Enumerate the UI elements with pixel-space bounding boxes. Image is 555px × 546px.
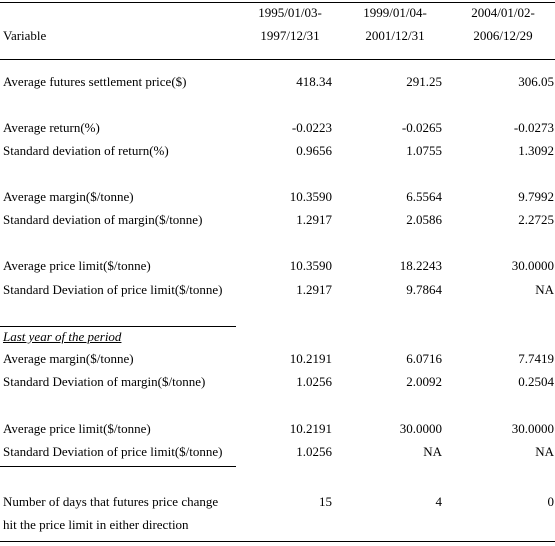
section-rule-top — [0, 326, 236, 327]
row-label-line1: Number of days that futures price change — [3, 494, 219, 509]
row-value: 30.0000 — [511, 421, 554, 436]
row-value: 0.2504 — [518, 374, 554, 389]
section-rule-bottom — [0, 466, 236, 467]
row-value: 0.9656 — [296, 143, 332, 158]
row-label: Average price limit($/tonne) — [3, 258, 151, 273]
row-label: Standard Deviation of margin($/tonne) — [3, 374, 206, 389]
row-label: Average margin($/tonne) — [3, 351, 134, 366]
row-label: Average margin($/tonne) — [3, 189, 134, 204]
row-label: Average return(%) — [3, 120, 100, 135]
row-value: 10.3590 — [289, 189, 332, 204]
row-label: Standard deviation of margin($/tonne) — [3, 212, 203, 227]
row-value: 18.2243 — [399, 258, 442, 273]
row-label: Standard deviation of return(%) — [3, 143, 169, 158]
period-2-line1: 1999/01/04- — [363, 5, 427, 20]
row-value: 291.25 — [406, 74, 442, 89]
row-value: 1.2917 — [296, 212, 332, 227]
row-label: Average futures settlement price($) — [3, 74, 187, 89]
row-value: 7.7419 — [518, 351, 554, 366]
row-value: 306.05 — [518, 74, 554, 89]
period-1-line2: 1997/12/31 — [260, 28, 320, 43]
row-value: 2.2725 — [518, 212, 554, 227]
row-value: 30.0000 — [399, 421, 442, 436]
row-value: -0.0223 — [291, 120, 332, 135]
row-value: 1.0256 — [296, 374, 332, 389]
row-value: -0.0273 — [513, 120, 554, 135]
row-value: 1.0755 — [406, 143, 442, 158]
row-value: 4 — [435, 494, 442, 509]
row-value: 10.2191 — [289, 351, 332, 366]
section-heading: Last year of the period — [3, 329, 122, 344]
row-label-line2: hit the price limit in either direction — [3, 517, 189, 532]
row-label: Average price limit($/tonne) — [3, 421, 151, 436]
row-value: NA — [535, 444, 554, 459]
bottom-rule — [0, 541, 555, 542]
row-value: 1.2917 — [296, 282, 332, 297]
top-rule — [0, 2, 555, 3]
row-value: NA — [535, 282, 554, 297]
row-value: 6.0716 — [406, 351, 442, 366]
header-rule — [0, 59, 555, 60]
row-value: 1.0256 — [296, 444, 332, 459]
row-value: 2.0586 — [406, 212, 442, 227]
row-value: 15 — [319, 494, 332, 509]
row-value: 418.34 — [296, 74, 332, 89]
row-value: 2.0092 — [406, 374, 442, 389]
period-3-line2: 2006/12/29 — [473, 28, 533, 43]
period-1-line1: 1995/01/03- — [258, 5, 322, 20]
row-value: 30.0000 — [511, 258, 554, 273]
row-value: 0 — [547, 494, 554, 509]
row-value: 6.5564 — [406, 189, 442, 204]
row-value: 1.3092 — [518, 143, 554, 158]
period-2-line2: 2001/12/31 — [365, 28, 425, 43]
period-3-line1: 2004/01/02- — [471, 5, 535, 20]
row-label: Standard Deviation of price limit($/tonne) — [3, 282, 223, 297]
row-value: 9.7992 — [518, 189, 554, 204]
row-value: 10.2191 — [289, 421, 332, 436]
row-value: 10.3590 — [289, 258, 332, 273]
row-value: -0.0265 — [401, 120, 442, 135]
row-value: 9.7864 — [406, 282, 442, 297]
row-value: NA — [423, 444, 442, 459]
variable-header: Variable — [3, 28, 47, 43]
row-label: Standard Deviation of price limit($/tonne) — [3, 444, 223, 459]
